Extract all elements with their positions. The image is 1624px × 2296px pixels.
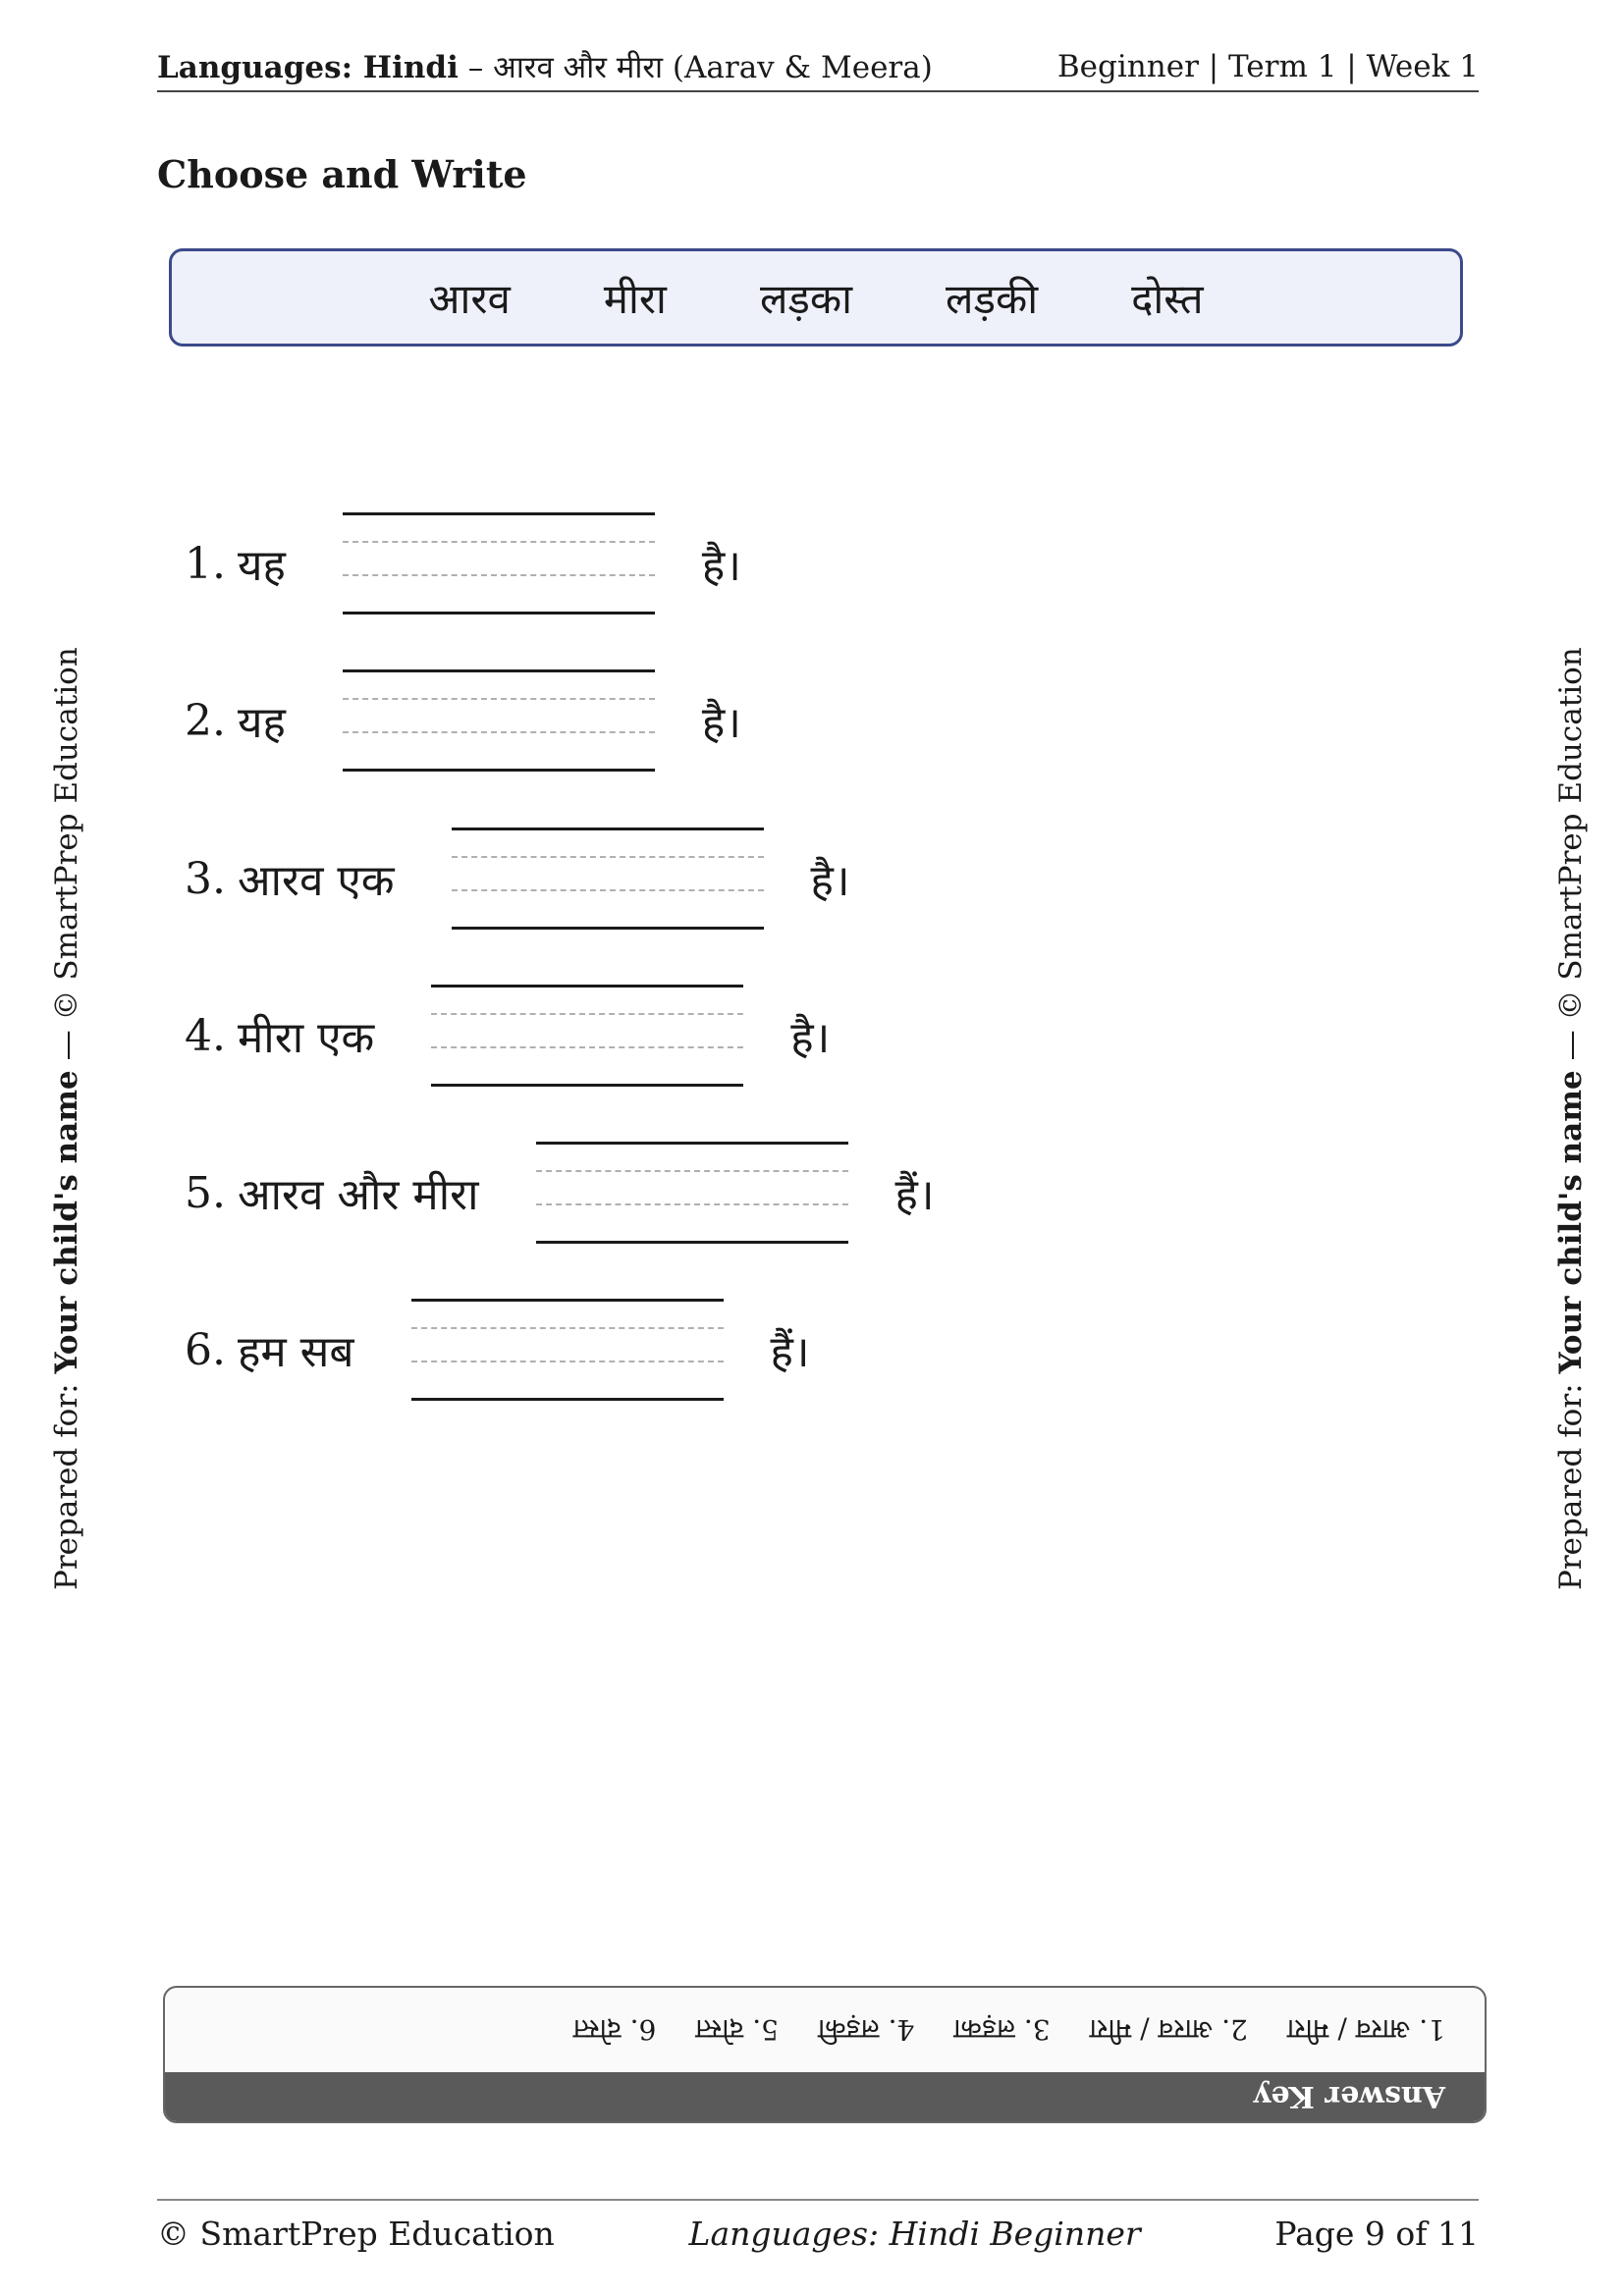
question-number: 5.	[185, 1167, 226, 1218]
side-label-right	[1553, 647, 1589, 1590]
answer-key-list	[165, 1988, 1485, 2072]
question-ending: हैं।	[894, 1170, 935, 1220]
answer-key-title: Answer Key	[165, 2072, 1485, 2121]
header-topic: – आरव और मीरा (Aarav & Meera)	[458, 50, 933, 85]
footer-copyright: © SmartPrep Education	[157, 2215, 555, 2253]
section-title: Choose and Write	[157, 152, 527, 196]
question-prompt: मीरा एक	[237, 1013, 375, 1063]
word-bank-item: दोस्त	[1131, 274, 1204, 323]
answer-writing-lines[interactable]	[452, 828, 764, 930]
answer-item: 6. दोस्त	[572, 2013, 657, 2046]
answer-writing-lines[interactable]	[536, 1142, 848, 1244]
question-prompt: हम सब	[237, 1327, 354, 1377]
question-prompt: यह	[237, 541, 286, 591]
page-number: Page 9 of 11	[1274, 2215, 1479, 2253]
side-suffix: — © SmartPrep Education	[49, 647, 84, 1071]
question-number: 3.	[185, 853, 226, 904]
question-ending: है।	[790, 1013, 831, 1063]
question-3	[185, 828, 850, 930]
question-ending: हैं।	[770, 1327, 810, 1377]
question-4	[185, 985, 830, 1087]
question-1	[185, 512, 741, 614]
question-prompt: आरव और मीरा	[237, 1170, 479, 1220]
word-bank-item: लड़का	[759, 274, 853, 323]
side-label-left	[49, 647, 84, 1590]
side-prefix: Prepared for:	[49, 1373, 84, 1590]
page-header	[157, 43, 1479, 92]
question-prompt: आरव एक	[237, 856, 395, 906]
answer-item: 2. आरव / मीरा	[1089, 2013, 1248, 2046]
answer-item: 3. लड़का	[953, 2013, 1051, 2046]
question-number: 1.	[185, 538, 226, 589]
question-ending: है।	[701, 698, 741, 748]
answer-item: 5. दोस्त	[695, 2013, 779, 2046]
side-child-name: Your child's name	[1553, 1070, 1589, 1374]
question-number: 2.	[185, 695, 226, 746]
question-2	[185, 669, 741, 772]
answer-key-box	[163, 1986, 1487, 2123]
header-title	[157, 46, 933, 87]
header-subject: Languages: Hindi	[157, 50, 459, 85]
page-footer	[157, 2199, 1479, 2253]
answer-writing-lines[interactable]	[431, 985, 743, 1087]
question-number: 6.	[185, 1324, 226, 1375]
question-ending: है।	[701, 541, 741, 591]
answer-item: 1. आरव / मीरा	[1286, 2013, 1445, 2046]
answer-writing-lines[interactable]	[343, 512, 655, 614]
question-number: 4.	[185, 1010, 226, 1061]
side-child-name: Your child's name	[49, 1070, 84, 1374]
answer-writing-lines[interactable]	[343, 669, 655, 772]
side-prefix: Prepared for:	[1553, 1373, 1589, 1590]
answer-item: 4. लड़की	[817, 2013, 915, 2046]
word-bank	[169, 248, 1463, 347]
header-level: Beginner | Term 1 | Week 1	[1056, 49, 1479, 84]
word-bank-item: आरव	[428, 274, 511, 323]
footer-course: Languages: Hindi Beginner	[688, 2215, 1141, 2253]
question-5	[185, 1142, 935, 1244]
answer-writing-lines[interactable]	[411, 1299, 724, 1401]
word-bank-item: मीरा	[603, 274, 667, 323]
side-suffix: — © SmartPrep Education	[1553, 647, 1589, 1071]
question-prompt: यह	[237, 698, 286, 748]
question-6	[185, 1299, 810, 1401]
word-bank-item: लड़की	[946, 274, 1039, 323]
question-ending: है।	[810, 856, 850, 906]
